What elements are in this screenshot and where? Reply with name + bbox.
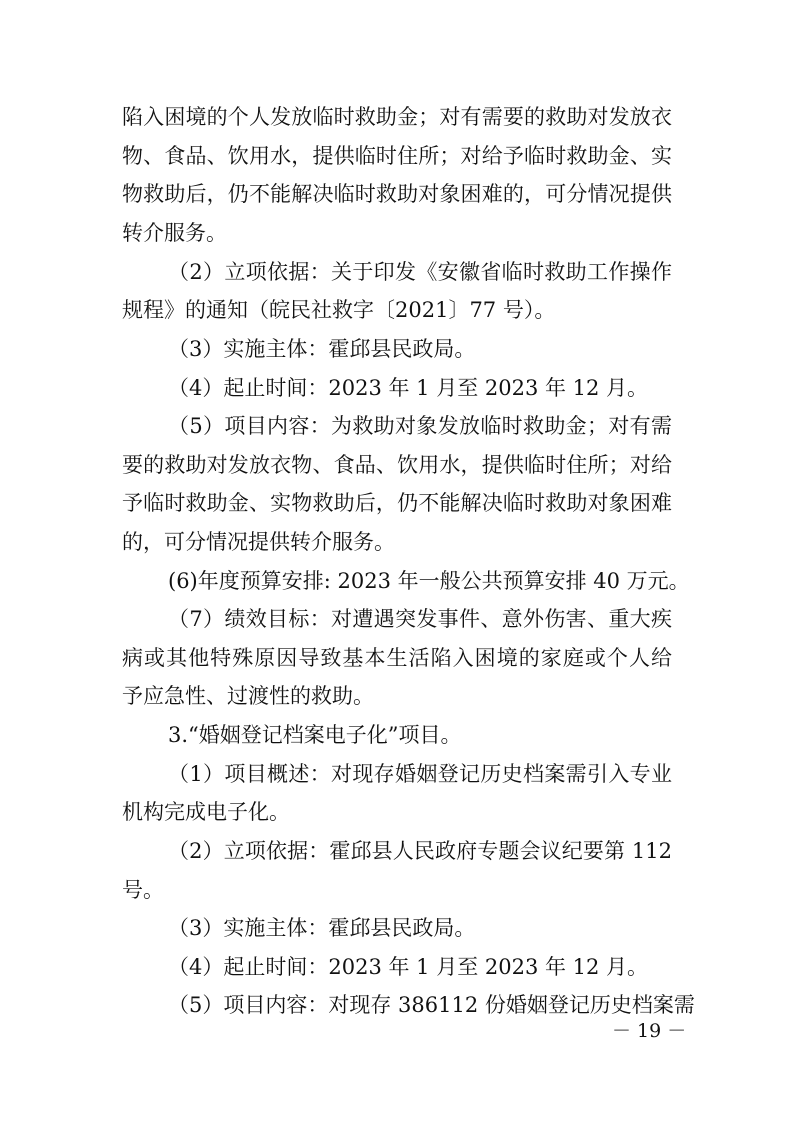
body-text-line: （5）项目内容：为救助对象发放临时救助金；对有需: [168, 414, 672, 438]
body-text-line: 机构完成电子化。: [122, 800, 290, 824]
section-heading: 3.“婚姻登记档案电子化”项目。: [168, 723, 462, 747]
body-text-line: （3）实施主体：霍邱县民政局。: [168, 916, 476, 940]
body-text-line: （5）项目内容：对现存 386112 份婚姻登记历史档案需: [168, 993, 695, 1017]
body-text-line: 物救助后，仍不能解决临时救助对象困难的，可分情况提供: [122, 182, 672, 206]
body-text-line: 予临时救助金、实物救助后，仍不能解决临时救助对象困难: [122, 491, 672, 515]
body-text-line: 陷入困境的个人发放临时救助金；对有需要的救助对发放衣: [122, 105, 672, 129]
body-text-line: （2）立项依据：关于印发《安徽省临时救助工作操作: [168, 260, 672, 284]
body-text-line: 病或其他特殊原因导致基本生活陷入困境的家庭或个人给: [122, 646, 672, 670]
body-text-line: 予应急性、过渡性的救助。: [122, 684, 374, 708]
body-text-line: （7）绩效目标：对遭遇突发事件、意外伤害、重大疾: [168, 607, 672, 631]
body-text-line: 规程》的通知（皖民社救字〔2021〕77 号）。: [122, 298, 556, 322]
body-text-line: (6)年度预算安排: 2023 年一般公共预算安排 40 万元。: [168, 569, 690, 593]
body-text-line: （1）项目概述：对现存婚姻登记历史档案需引入专业: [168, 762, 672, 786]
body-text-line: 转介服务。: [122, 221, 227, 245]
body-text-line: 物、食品、饮用水，提供临时住所；对给予临时救助金、实: [122, 144, 672, 168]
body-text-line: （2）立项依据：霍邱县人民政府专题会议纪要第 112: [168, 839, 672, 863]
page-number: － 19 －: [612, 1020, 687, 1042]
body-text-line: 要的救助对发放衣物、食品、饮用水，提供临时住所；对给: [122, 453, 672, 477]
body-text-line: （3）实施主体：霍邱县民政局。: [168, 337, 476, 361]
body-text-line: 的，可分情况提供转介服务。: [122, 530, 395, 554]
body-text-line: （4）起止时间：2023 年 1 月至 2023 年 12 月。: [168, 955, 649, 979]
body-text-line: （4）起止时间：2023 年 1 月至 2023 年 12 月。: [168, 376, 649, 400]
body-text-line: 号。: [122, 878, 164, 902]
